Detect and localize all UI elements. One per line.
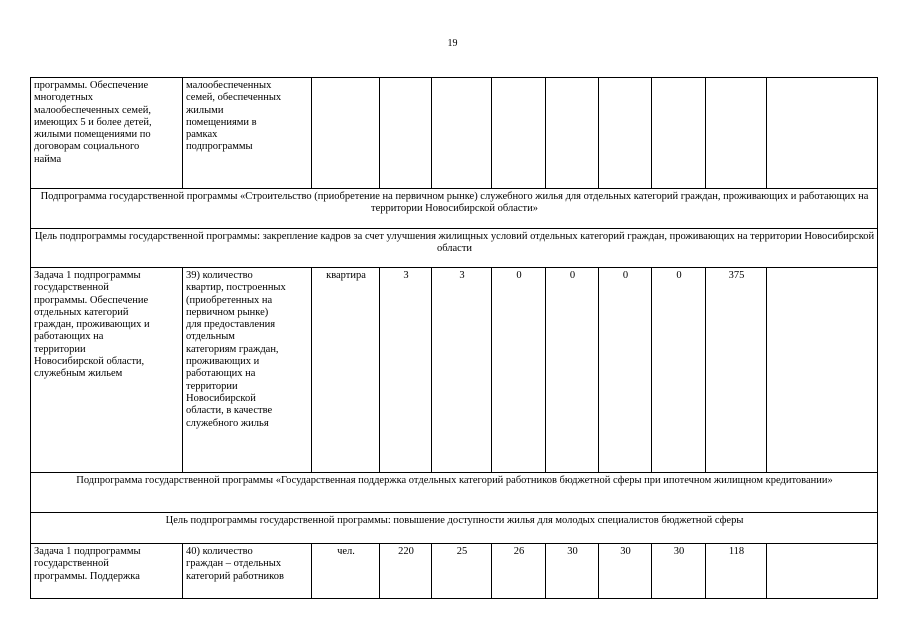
value-cell xyxy=(767,78,878,189)
value-cell xyxy=(767,544,878,599)
value-cell: 375 xyxy=(706,268,767,473)
indicator-cell: 40) количество граждан – отдельных категорий работников xyxy=(183,544,312,599)
unit-cell xyxy=(312,78,380,189)
table-row xyxy=(31,268,878,473)
unit-cell: квартира xyxy=(312,268,380,473)
subprogram-goal: Цель подпрограммы государственной программы: повышение доступности жилья для молодых специалистов бюджетной сферы xyxy=(31,513,878,544)
subprogram-goal: Цель подпрограммы государственной программы: закрепление кадров за счет улучшения жилищных условий отдельных категорий граждан, проживающих на территории Новосибирской области xyxy=(31,229,878,268)
subprogram-heading: Подпрограмма государственной программы «Строительство (приобретение на первичном рынке) служебного жилья для отдельных категорий граждан, проживающих и работающих на территории Новосибирской области» xyxy=(31,189,878,229)
value-cell: 26 xyxy=(492,544,546,599)
page-number: 19 xyxy=(447,38,458,49)
indicators-table xyxy=(30,77,878,599)
value-cell xyxy=(767,268,878,473)
value-cell xyxy=(652,78,706,189)
value-cell: 118 xyxy=(706,544,767,599)
task-cell: Задача 1 подпрограммы государственной программы. Обеспечение отдельных категорий граждан, проживающих и работающих на территории Новосибирской области, служебным жильем xyxy=(31,268,183,473)
subprogram-heading: Подпрограмма государственной программы «Государственная поддержка отдельных категорий работников бюджетной сферы при ипотечном жилищном кредитовании» xyxy=(31,473,878,513)
value-cell xyxy=(546,78,599,189)
value-cell xyxy=(432,78,492,189)
value-cell: 220 xyxy=(380,544,432,599)
task-cell: Задача 1 подпрограммы государственной программы. Поддержка xyxy=(31,544,183,599)
value-cell: 0 xyxy=(492,268,546,473)
value-cell: 3 xyxy=(380,268,432,473)
table-row xyxy=(31,78,878,189)
value-cell xyxy=(706,78,767,189)
value-cell: 30 xyxy=(546,544,599,599)
table-row xyxy=(31,229,878,268)
value-cell xyxy=(492,78,546,189)
value-cell: 30 xyxy=(652,544,706,599)
value-cell: 0 xyxy=(599,268,652,473)
value-cell xyxy=(380,78,432,189)
value-cell: 30 xyxy=(599,544,652,599)
unit-cell: чел. xyxy=(312,544,380,599)
value-cell: 3 xyxy=(432,268,492,473)
indicator-cell: малообеспеченных семей, обеспеченных жилыми помещениями в рамках подпрограммы xyxy=(183,78,312,189)
value-cell: 0 xyxy=(546,268,599,473)
task-cell: программы. Обеспечение многодетных малообеспеченных семей, имеющих 5 и более детей, жилыми помещениями по договорам социального найма xyxy=(31,78,183,189)
table-row xyxy=(31,544,878,599)
value-cell: 0 xyxy=(652,268,706,473)
value-cell xyxy=(599,78,652,189)
value-cell: 25 xyxy=(432,544,492,599)
indicator-cell: 39) количество квартир, построенных (приобретенных на первичном рынке) для предоставления отдельным категориям граждан, проживающих и работающих на территории Новосибирской области, в качестве служебного жилья xyxy=(183,268,312,473)
table-row xyxy=(31,473,878,513)
table-row xyxy=(31,189,878,229)
table-row xyxy=(31,513,878,544)
